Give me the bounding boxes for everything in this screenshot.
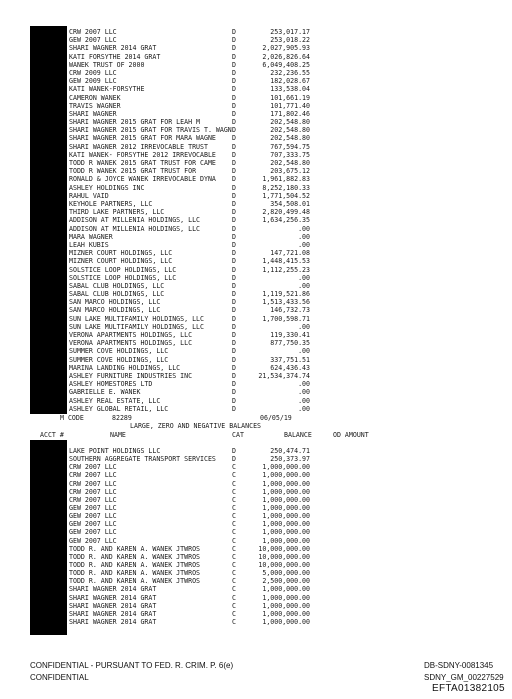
table-row (0, 464, 512, 471)
row-name: SHARI WAGNER 2012 IRREVOCABLE TRUST (69, 142, 208, 151)
row-cat: C (232, 479, 236, 488)
row-cat: C (232, 512, 236, 521)
row-bal: 1,771,504.52 (262, 191, 310, 200)
row-bal: 877,750.35 (270, 339, 310, 348)
row-cat: D (232, 273, 236, 282)
report-title: LARGE, ZERO AND NEGATIVE BALANCES (130, 422, 262, 430)
row-cat: D (232, 208, 236, 217)
table-row (0, 307, 512, 314)
row-bal: 253,017.17 (270, 28, 310, 36)
row-bal: .00 (298, 232, 310, 241)
row-cat: D (232, 388, 236, 397)
row-bal: 1,000,000.00 (262, 585, 310, 594)
row-cat: D (232, 142, 236, 151)
report-code-label: M CODE (60, 414, 84, 422)
row-cat: D (232, 199, 236, 208)
row-cat: D (232, 380, 236, 389)
column-header-od-amount: OD AMOUNT (333, 431, 369, 439)
table-row (0, 406, 512, 413)
row-name: SOUTHERN AGGREGATE TRANSPORT SERVICES (69, 455, 216, 464)
row-name: THIRD LAKE PARTNERS, LLC (69, 208, 165, 217)
row-cat: D (232, 322, 236, 331)
row-name: ADDISON AT MILLENIA HOLDINGS, LLC (69, 224, 201, 233)
row-cat: D (232, 355, 236, 364)
column-header-balance: BALANCE (284, 431, 312, 439)
table-row (0, 398, 512, 405)
row-cat: D (232, 290, 236, 299)
row-bal: 10,000,000.00 (258, 544, 310, 553)
row-cat: D (232, 101, 236, 110)
row-bal: 5,000,000.00 (262, 569, 310, 578)
row-name: ASHLEY FURNITURE INDUSTRIES INC (69, 371, 193, 380)
table-row (0, 546, 512, 553)
row-bal: 1,000,000.00 (262, 617, 310, 626)
row-bal: 10,000,000.00 (258, 552, 310, 561)
row-cat: D (232, 331, 236, 340)
table-row (0, 209, 512, 216)
table-row (0, 299, 512, 306)
row-cat: D (232, 159, 236, 168)
table-row (0, 603, 512, 610)
row-cat: D (232, 404, 236, 413)
table-row (0, 348, 512, 355)
row-bal: 1,000,000.00 (262, 487, 310, 496)
table-row (0, 226, 512, 233)
table-row (0, 365, 512, 372)
table-row (0, 234, 512, 241)
row-name: CAMERON WANEK (69, 93, 121, 102)
row-cat: C (232, 601, 236, 610)
row-name: SHARI WAGNER 2015 GRAT FOR TRAVIS T. WAGN (69, 126, 232, 135)
table-row (0, 70, 512, 77)
row-bal: 1,634,256.35 (262, 216, 310, 225)
row-cat: D (232, 224, 236, 233)
row-bal: 202,548.80 (270, 118, 310, 127)
row-cat: D (232, 396, 236, 405)
row-cat: D (232, 150, 236, 159)
row-name: KATI WANEK- FORSYTHE 2012 IRREVOCABLE (69, 150, 216, 159)
row-cat: D (232, 265, 236, 274)
row-name: WANEK TRUST OF 2000 (69, 60, 145, 69)
row-name: GEW 2007 LLC (69, 528, 117, 537)
row-bal: .00 (298, 396, 310, 405)
table-row (0, 201, 512, 208)
table-row (0, 389, 512, 396)
table-row (0, 448, 512, 455)
table-row (0, 529, 512, 536)
row-bal: 203,675.12 (270, 167, 310, 176)
table-row (0, 176, 512, 183)
row-bal: 21,534,374.74 (258, 371, 310, 380)
row-cat: D (232, 52, 236, 61)
row-name: GEW 2007 LLC (69, 520, 117, 529)
row-cat: D (232, 314, 236, 323)
table-row (0, 37, 512, 44)
row-name: CRW 2009 LLC (69, 68, 117, 77)
table-row (0, 324, 512, 331)
row-name: MARINA LANDING HOLDINGS, LLC (69, 363, 181, 372)
table-row (0, 95, 512, 102)
row-cat: D (232, 60, 236, 69)
row-cat: D (232, 36, 236, 45)
row-name: TRAVIS WAGNER (69, 101, 121, 110)
doc-id-sdny: SDNY_GM_00227529 (424, 673, 504, 682)
row-name: ASHLEY HOMESTORES LTD (69, 380, 153, 389)
row-name: TODD R. AND KAREN A. WANEK JTWROS (69, 552, 201, 561)
row-name: CRW 2007 LLC (69, 479, 117, 488)
row-cat: D (232, 257, 236, 266)
row-bal: 1,513,433.56 (262, 298, 310, 307)
row-bal: 182,028.67 (270, 77, 310, 86)
bates-number: EFTA01382105 (432, 683, 505, 694)
table-row (0, 578, 512, 585)
row-bal: .00 (298, 273, 310, 282)
table-row (0, 29, 512, 36)
table-row (0, 185, 512, 192)
table-row (0, 513, 512, 520)
table-row (0, 291, 512, 298)
row-name: TODD R. AND KAREN A. WANEK JTWROS (69, 569, 201, 578)
row-cat: D (232, 85, 236, 94)
row-name: SHARI WAGNER 2014 GRAT (69, 44, 157, 53)
row-bal: 101,771.40 (270, 101, 310, 110)
table-row (0, 168, 512, 175)
table-row (0, 554, 512, 561)
row-name: GABRIELLE E. WANEK (69, 388, 141, 397)
row-cat: D (232, 44, 236, 53)
row-name: SHARI WAGNER 2014 GRAT (69, 609, 157, 618)
row-cat: D (232, 447, 236, 455)
row-name: SAN MARCO HOLDINGS, LLC (69, 298, 161, 307)
row-name: ASHLEY GLOBAL RETAIL, LLC (69, 404, 169, 413)
row-bal: 202,548.80 (270, 134, 310, 143)
row-name: SHARI WAGNER (69, 109, 117, 118)
row-name: SUN LAKE MULTIFAMILY HOLDINGS, LLC (69, 322, 204, 331)
row-name: KATI WANEK-FORSYTHE (69, 85, 145, 94)
row-bal: 146,732.73 (270, 306, 310, 315)
row-name: SHARI WAGNER 2015 GRAT FOR LEAH M (69, 118, 201, 127)
row-bal: 2,500,000.00 (262, 577, 310, 586)
row-cat: C (232, 471, 236, 480)
table-row (0, 45, 512, 52)
row-cat: C (232, 617, 236, 626)
table-row (0, 193, 512, 200)
row-bal: 232,236.55 (270, 68, 310, 77)
row-bal: 1,700,598.71 (262, 314, 310, 323)
row-name: SHARI WAGNER 2014 GRAT (69, 617, 157, 626)
table-row (0, 144, 512, 151)
row-name: SOLSTICE LOOP HOLDINGS, LLC (69, 265, 177, 274)
table-row (0, 152, 512, 159)
row-bal: 147,721.08 (270, 249, 310, 258)
row-bal: 250,474.71 (270, 447, 310, 455)
row-bal: .00 (298, 240, 310, 249)
row-cat: C (232, 520, 236, 529)
row-cat: C (232, 609, 236, 618)
row-cat: C (232, 569, 236, 578)
row-name: TODD R WANEK 2015 GRAT TRUST FOR (69, 167, 197, 176)
row-cat: D (232, 281, 236, 290)
row-bal: 624,436.43 (270, 363, 310, 372)
row-cat: D (232, 371, 236, 380)
row-bal: 119,330.41 (270, 331, 310, 340)
row-bal: 1,000,000.00 (262, 463, 310, 472)
row-cat: C (232, 552, 236, 561)
table-row (0, 472, 512, 479)
row-name: SUMMER COVE HOLDINGS, LLC (69, 347, 169, 356)
row-name: SHARI WAGNER 2014 GRAT (69, 601, 157, 610)
row-bal: 8,252,180.33 (262, 183, 310, 192)
row-name: GEW 2009 LLC (69, 77, 117, 86)
row-name: GEW 2007 LLC (69, 536, 117, 545)
column-header-acct: ACCT # (40, 431, 64, 439)
table-row (0, 78, 512, 85)
row-bal: .00 (298, 281, 310, 290)
row-cat: C (232, 560, 236, 569)
row-name: SABAL CLUB HOLDINGS, LLC (69, 290, 165, 299)
row-bal: 1,000,000.00 (262, 593, 310, 602)
row-cat: D (232, 363, 236, 372)
row-bal: 707,333.75 (270, 150, 310, 159)
row-bal: 1,000,000.00 (262, 495, 310, 504)
table-row (0, 562, 512, 569)
row-name: SABAL CLUB HOLDINGS, LLC (69, 281, 165, 290)
row-bal: 2,026,826.64 (262, 52, 310, 61)
row-name: MIZNER COURT HOLDINGS, LLC (69, 249, 173, 258)
row-name: MARA WAGNER (69, 232, 113, 241)
table-row (0, 340, 512, 347)
table-row (0, 160, 512, 167)
row-cat: D (232, 77, 236, 86)
row-name: TODD R WANEK 2015 GRAT TRUST FOR CAME (69, 159, 216, 168)
row-cat: D (232, 339, 236, 348)
table-row (0, 521, 512, 528)
row-name: LEAH KUBIS (69, 240, 109, 249)
row-cat: C (232, 536, 236, 545)
row-bal: 250,373.97 (270, 455, 310, 464)
row-bal: 2,027,905.93 (262, 44, 310, 53)
table-row (0, 54, 512, 61)
row-bal: .00 (298, 380, 310, 389)
table-row (0, 505, 512, 512)
row-cat: C (232, 495, 236, 504)
row-bal: 1,000,000.00 (262, 609, 310, 618)
table-row (0, 217, 512, 224)
row-bal: 171,802.46 (270, 109, 310, 118)
table-row (0, 86, 512, 93)
table-row (0, 275, 512, 282)
row-name: CRW 2007 LLC (69, 487, 117, 496)
row-name: SHARI WAGNER 2015 GRAT FOR MARA WAGNE (69, 134, 216, 143)
row-bal: .00 (298, 404, 310, 413)
table-row (0, 62, 512, 69)
table-row (0, 332, 512, 339)
table-row (0, 538, 512, 545)
row-name: RONALD & JOYCE WANEK IRREVOCABLE DYNA (69, 175, 216, 184)
table-row (0, 497, 512, 504)
table-row (0, 111, 512, 118)
row-cat: D (232, 93, 236, 102)
confidential-notice: CONFIDENTIAL - PURSUANT TO FED. R. CRIM. P. 6(e) (30, 661, 234, 670)
table-row (0, 316, 512, 323)
row-name: GEW 2007 LLC (69, 512, 117, 521)
row-cat: D (232, 249, 236, 258)
row-bal: 101,661.19 (270, 93, 310, 102)
table-row (0, 135, 512, 142)
row-bal: .00 (298, 224, 310, 233)
row-cat: C (232, 503, 236, 512)
row-cat: C (232, 528, 236, 537)
row-name: SHARI WAGNER 2014 GRAT (69, 585, 157, 594)
row-bal: 1,119,521.86 (262, 290, 310, 299)
row-bal: 354,508.01 (270, 199, 310, 208)
table-row (0, 619, 512, 626)
row-bal: .00 (298, 347, 310, 356)
row-name: KEYHOLE PARTNERS, LLC (69, 199, 153, 208)
report-date: 06/05/19 (260, 414, 292, 422)
table-row (0, 586, 512, 593)
table-row (0, 373, 512, 380)
table-row (0, 595, 512, 602)
row-bal: 337,751.51 (270, 355, 310, 364)
row-bal: 1,000,000.00 (262, 503, 310, 512)
confidential-label: CONFIDENTIAL (30, 673, 89, 682)
row-name: TODD R. AND KAREN A. WANEK JTWROS (69, 544, 201, 553)
table-row (0, 489, 512, 496)
row-name: KATI FORSYTHE 2014 GRAT (69, 52, 161, 61)
row-bal: 1,000,000.00 (262, 601, 310, 610)
row-bal: 1,961,882.83 (262, 175, 310, 184)
column-header-name: NAME (110, 431, 126, 439)
table-row (0, 250, 512, 257)
row-name: RAHUL VAID (69, 191, 109, 200)
row-cat: D (232, 455, 236, 464)
table-row (0, 381, 512, 388)
row-name: TODD R. AND KAREN A. WANEK JTWROS (69, 577, 201, 586)
row-name: VERONA APARTMENTS HOLDINGS, LLC (69, 331, 193, 340)
row-cat: C (232, 585, 236, 594)
row-name: SUN LAKE MULTIFAMILY HOLDINGS, LLC (69, 314, 204, 323)
table-row (0, 357, 512, 364)
row-bal: 1,448,415.53 (262, 257, 310, 266)
table-row (0, 119, 512, 126)
row-cat: C (232, 544, 236, 553)
row-cat: D (232, 126, 236, 135)
row-name: VERONA APARTMENTS HOLDINGS, LLC (69, 339, 193, 348)
row-bal: .00 (298, 322, 310, 331)
row-bal: 1,000,000.00 (262, 536, 310, 545)
row-cat: D (232, 175, 236, 184)
row-cat: C (232, 593, 236, 602)
row-bal: 10,000,000.00 (258, 560, 310, 569)
row-bal: 133,538.04 (270, 85, 310, 94)
table-row (0, 258, 512, 265)
row-bal: 1,000,000.00 (262, 512, 310, 521)
table-row (0, 283, 512, 290)
table-row (0, 103, 512, 110)
row-cat: C (232, 463, 236, 472)
row-name: MIZNER COURT HOLDINGS, LLC (69, 257, 173, 266)
table-row (0, 481, 512, 488)
row-cat: D (232, 240, 236, 249)
row-bal: 6,049,408.25 (262, 60, 310, 69)
row-name: ASHLEY REAL ESTATE, LLC (69, 396, 161, 405)
row-cat: D (232, 109, 236, 118)
row-bal: 1,000,000.00 (262, 471, 310, 480)
row-cat: D (232, 183, 236, 192)
row-cat: C (232, 577, 236, 586)
row-bal: 1,000,000.00 (262, 528, 310, 537)
row-name: TODD R. AND KAREN A. WANEK JTWROS (69, 560, 201, 569)
row-name: CRW 2007 LLC (69, 495, 117, 504)
row-cat: D (232, 28, 236, 36)
row-cat: D (232, 134, 236, 143)
row-name: SOLSTICE LOOP HOLDINGS, LLC (69, 273, 177, 282)
row-cat: D (232, 191, 236, 200)
row-cat: D (232, 216, 236, 225)
row-name: GEW 2007 LLC (69, 503, 117, 512)
table-row (0, 456, 512, 463)
row-name: CRW 2007 LLC (69, 463, 117, 472)
row-cat: D (232, 298, 236, 307)
row-bal: 1,112,255.23 (262, 265, 310, 274)
row-name: LAKE POINT HOLDINGS LLC (69, 447, 161, 455)
row-cat: D (232, 306, 236, 315)
row-cat: D (232, 232, 236, 241)
row-bal: 253,018.22 (270, 36, 310, 45)
table-row (0, 611, 512, 618)
report-code-value: 82289 (112, 414, 132, 422)
row-name: SAN MARCO HOLDINGS, LLC (69, 306, 161, 315)
row-name: CRW 2007 LLC (69, 28, 117, 36)
row-name: SUMMER COVE HOLDINGS, LLC (69, 355, 169, 364)
table-row (0, 570, 512, 577)
doc-id-db: DB-SDNY-0081345 (424, 661, 494, 670)
row-cat: D (232, 347, 236, 356)
row-bal: 202,548.80 (270, 159, 310, 168)
row-bal: .00 (298, 388, 310, 397)
table-row (0, 242, 512, 249)
table-row (0, 127, 512, 134)
row-bal: 1,000,000.00 (262, 479, 310, 488)
row-name: ASHLEY HOLDINGS INC (69, 183, 145, 192)
row-name: SHARI WAGNER 2014 GRAT (69, 593, 157, 602)
row-name: ADDISON AT MILLENIA HOLDINGS, LLC (69, 216, 201, 225)
row-cat: C (232, 487, 236, 496)
row-bal: 1,000,000.00 (262, 520, 310, 529)
row-bal: 767,594.75 (270, 142, 310, 151)
row-bal: 202,548.80 (270, 126, 310, 135)
row-cat: D (232, 118, 236, 127)
row-cat: D (232, 167, 236, 176)
column-header-cat: CAT (232, 431, 244, 439)
row-name: CRW 2007 LLC (69, 471, 117, 480)
table-row (0, 267, 512, 274)
row-name: GEW 2007 LLC (69, 36, 117, 45)
row-cat: D (232, 68, 236, 77)
row-bal: 2,820,499.48 (262, 208, 310, 217)
